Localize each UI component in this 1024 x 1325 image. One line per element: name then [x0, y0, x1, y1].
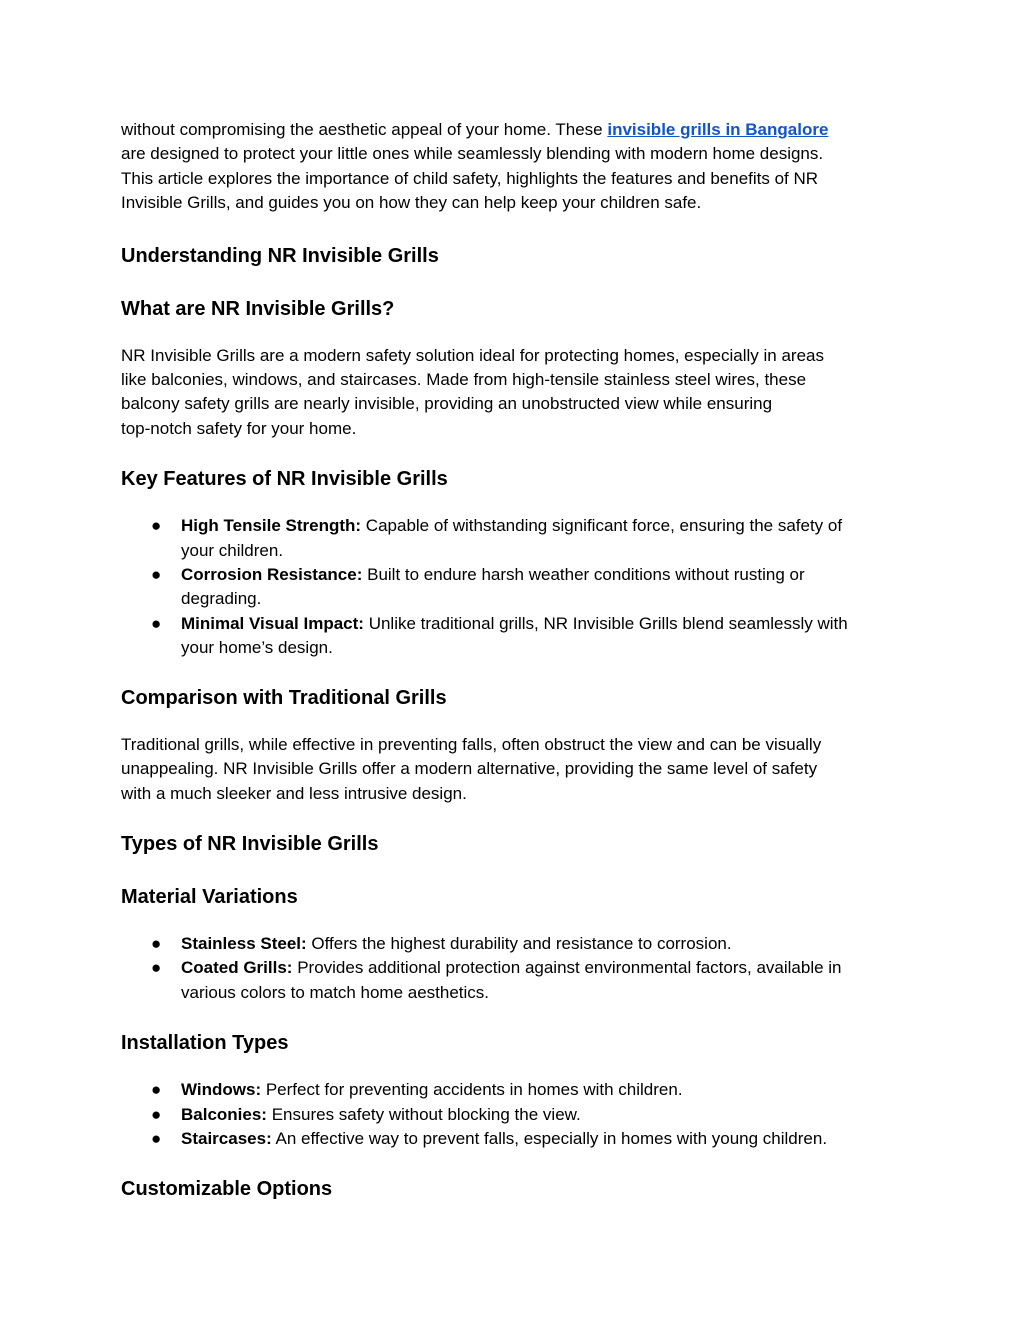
- bullet-icon: ●: [151, 516, 162, 536]
- feature-term: Minimal Visual Impact:: [181, 613, 364, 633]
- material-term: Coated Grills:: [181, 958, 293, 978]
- compare-line-2: unappealing. NR Invisible Grills offer a modern alternative, providing the same level of safety: [121, 759, 818, 779]
- bullet-icon: ●: [151, 958, 162, 978]
- what-line-2: like balconies, windows, and staircases. Made from high-tensile stainless steel wires, these: [121, 370, 807, 390]
- bullet-icon: ●: [151, 565, 162, 585]
- list-item: ● Stainless Steel: Offers the highest durability and resistance to corrosion.: [121, 932, 911, 956]
- what-line-3: balcony safety grills are nearly invisible, providing an unobstructed view while ensuring: [121, 394, 773, 414]
- key-features-list: [121, 514, 911, 660]
- compare-line-1: Traditional grills, while effective in preventing falls, often obstruct the view and can be visually: [121, 734, 822, 754]
- invisible-grills-link[interactable]: invisible grills in Bangalore: [607, 120, 829, 139]
- what-line-1: NR Invisible Grills are a modern safety solution ideal for protecting homes, especially in areas: [121, 345, 824, 365]
- installation-list: [121, 1078, 911, 1151]
- comparison-paragraph: [121, 733, 911, 806]
- feature-term: High Tensile Strength:: [181, 516, 362, 536]
- intro-paragraph: [121, 118, 911, 216]
- bullet-icon: ●: [151, 613, 162, 633]
- installation-term: Balconies:: [181, 1104, 267, 1124]
- bullet-icon: ●: [151, 1104, 162, 1124]
- list-item: ● High Tensile Strength: Capable of withstanding significant force, ensuring the safety of your children.: [151, 516, 843, 560]
- intro-line-2: are designed to protect your little ones while seamlessly blending with modern home designs.: [121, 144, 824, 164]
- heading-what-are: What are NR Invisible Grills?: [121, 297, 395, 320]
- installation-term: Staircases:: [181, 1128, 272, 1148]
- intro-line-4: Invisible Grills, and guides you on how they can help keep your children safe.: [121, 193, 702, 213]
- bullet-icon: ●: [151, 1080, 162, 1100]
- heading-types: Types of NR Invisible Grills: [121, 832, 379, 855]
- list-item: ● Windows: Perfect for preventing accidents in homes with children.: [121, 1078, 911, 1102]
- feature-term: Corrosion Resistance:: [181, 565, 363, 585]
- heading-installation-types: Installation Types: [121, 1032, 289, 1055]
- compare-line-3: with a much sleeker and less intrusive design.: [121, 783, 467, 803]
- what-line-4: top-notch safety for your home.: [121, 418, 357, 438]
- what-paragraph: [121, 344, 911, 442]
- bullet-icon: ●: [151, 933, 162, 953]
- material-list: [121, 932, 911, 1005]
- intro-line-1: without compromising the aesthetic appeal of your home. These invisible grills in Bangalore: [121, 120, 829, 139]
- bullet-icon: ●: [151, 1128, 162, 1148]
- list-item: ● Coated Grills: Provides additional protection against environmental factors, available in various colors to match home aesthetics.: [151, 958, 842, 1002]
- heading-understanding: Understanding NR Invisible Grills: [121, 244, 439, 267]
- heading-key-features: Key Features of NR Invisible Grills: [121, 468, 448, 491]
- list-item: ● Staircases: An effective way to prevent falls, especially in homes with young children.: [121, 1127, 911, 1151]
- heading-material-variations: Material Variations: [121, 885, 298, 908]
- heading-comparison: Comparison with Traditional Grills: [121, 686, 447, 709]
- heading-customizable-options: Customizable Options: [121, 1178, 333, 1201]
- material-term: Stainless Steel:: [181, 933, 307, 953]
- document-page: [121, 118, 911, 1202]
- intro-line-3: This article explores the importance of child safety, highlights the features and benefits of NR: [121, 168, 819, 188]
- list-item: ● Balconies: Ensures safety without blocking the view.: [121, 1103, 911, 1127]
- installation-term: Windows:: [181, 1080, 262, 1100]
- list-item: ● Minimal Visual Impact: Unlike traditional grills, NR Invisible Grills blend seamlessly with your home’s design.: [151, 613, 848, 658]
- list-item: ● Corrosion Resistance: Built to endure harsh weather conditions without rusting or degrading.: [151, 565, 805, 609]
